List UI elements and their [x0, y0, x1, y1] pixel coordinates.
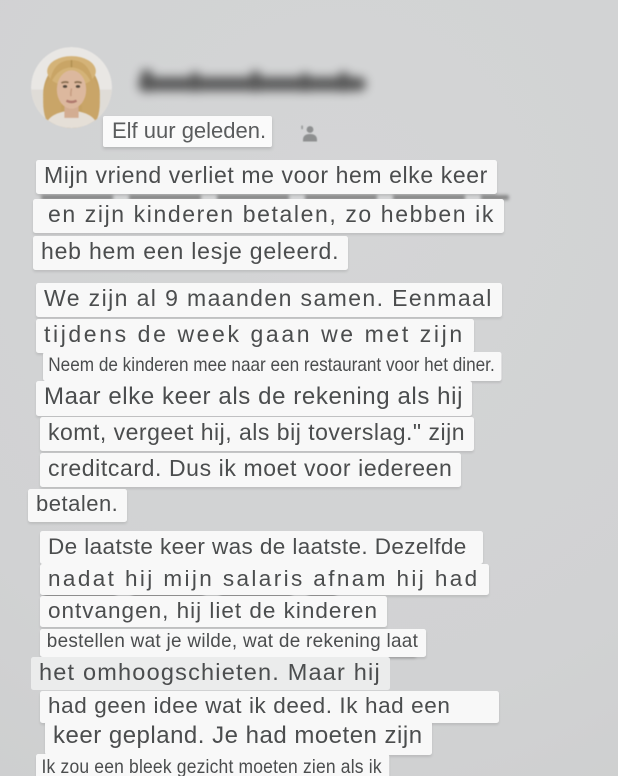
story-line: Ik zou een bleek gezicht moeten zien als ik [36, 754, 389, 776]
story-line: keer gepland. Je had moeten zijn [45, 721, 432, 755]
blurred-username[interactable] [133, 66, 375, 100]
story-line: bestellen wat je wilde, wat de rekening laat [40, 629, 426, 657]
story-line: en zijn kinderen betalen, zo hebben ik [33, 199, 504, 233]
person-icon [299, 122, 320, 145]
avatar[interactable] [31, 47, 112, 128]
story-line: tijdens de week gaan we met zijn [36, 319, 474, 353]
story-line: Mijn vriend verliet me voor hem elke keer [36, 160, 497, 194]
story-line: We zijn al 9 maanden samen. Eenmaal [36, 283, 502, 317]
story-line: creditcard. Dus ik moet voor iedereen [40, 453, 461, 487]
story-line: betalen. [28, 489, 127, 522]
timestamp: Elf uur geleden. [103, 116, 272, 147]
story-line: had geen idee wat ik deed. Ik had een [40, 691, 499, 723]
avatar-image [31, 47, 112, 128]
story-line: Maar elke keer als de rekening als hij [36, 381, 472, 416]
story-line: het omhoogschieten. Maar hij [31, 657, 390, 690]
story-line: De laatste keer was de laatste. Dezelfde [40, 531, 483, 564]
story-line: Neem de kinderen mee naar een restaurant voor het diner. [43, 352, 502, 381]
story-line: ontvangen, hij liet de kinderen [40, 596, 387, 627]
story-line: nadat hij mijn salaris afnam hij had [40, 564, 489, 595]
story-line: komt, vergeet hij, als bij toverslag." zijn [40, 417, 474, 451]
story-line: heb hem een lesje geleerd. [33, 236, 348, 270]
